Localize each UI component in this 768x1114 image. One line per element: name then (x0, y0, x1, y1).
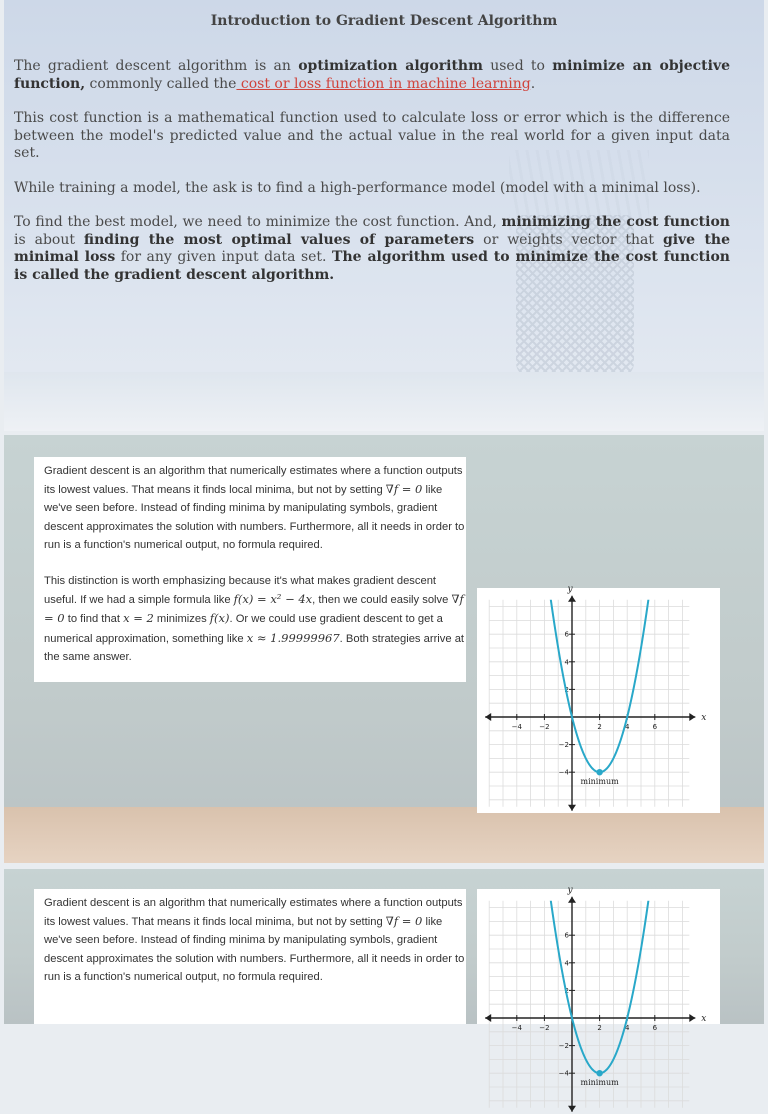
parabola-graph-box-2 (477, 889, 720, 1024)
y-tick-label: −4 (559, 769, 570, 777)
paragraph-training: While training a model, the ask is to find a high-performance model (model with a minimal loss). (14, 180, 730, 198)
x-tick-label: 2 (597, 1024, 601, 1032)
paragraph-numerical-estimate: Gradient descent is an algorithm that numerically estimates where a function outputs its lowest values. That means it finds local minima, but not by setting ∇f = 0 like we've seen before. Instead of finding minima by manipulating symbols, gradient descent approximates the solution with numbers. Furthermore, all it needs in order to run is a function's numerical output, no formula required. (44, 462, 466, 554)
explanation-text-box (34, 457, 466, 682)
paragraph-distinction: This distinction is worth emphasizing because it's what makes gradient descent useful. If we had a simple formula like f(x) = x² − 4x, then we could easily solve ∇f = 0 to find that x = 2 minimizes f(x). Or we could use gradient descent to get a numerical approximation, something like x ≈ 1.99999967. Both strategies arrive at the same answer. (44, 572, 466, 666)
x-axis-label: x (701, 1014, 706, 1024)
y-axis-arrow-top (568, 596, 576, 602)
y-tick-label: 2 (565, 686, 569, 694)
x-axis-arrow-right (689, 713, 695, 721)
x-tick-label: 4 (625, 723, 630, 731)
y-axis-arrow-top (568, 897, 576, 903)
paragraph-cost-function: This cost function is a mathematical function used to calculate loss or error which is the difference between the model's predicted value and the actual value in the real world for a given input data set. (14, 110, 730, 163)
y-tick-label: 2 (565, 987, 569, 995)
slide-intro (4, 0, 764, 431)
y-tick-label: −2 (559, 1042, 569, 1050)
x-axis-label: x (701, 713, 706, 723)
y-tick-label: 6 (565, 631, 570, 639)
y-tick-label: −4 (559, 1070, 570, 1078)
slide-title: Introduction to Gradient Descent Algorithm (4, 13, 764, 29)
y-axis-label: y (566, 585, 573, 595)
slide-body (14, 58, 730, 301)
y-tick-label: 4 (565, 959, 570, 967)
parabola-graph-box (477, 588, 720, 813)
wooden-floor-background (4, 807, 764, 863)
y-tick-label: 4 (565, 658, 570, 666)
x-tick-label: −2 (539, 723, 549, 731)
parabola-chart (477, 588, 720, 813)
y-axis-arrow-bottom (568, 1106, 576, 1112)
parabola-chart-2 (477, 889, 720, 1114)
y-axis-label: y (566, 886, 573, 896)
x-axis-arrow-left (485, 713, 491, 721)
minimum-point (596, 769, 602, 775)
slide-gradient-descent-explanation (4, 435, 764, 863)
x-tick-label: 4 (625, 1024, 630, 1032)
x-axis-arrow-left (485, 1014, 491, 1022)
minimum-annotation-label: minimum (581, 777, 620, 786)
x-tick-label: −4 (512, 1024, 523, 1032)
minimum-point (596, 1070, 602, 1076)
x-axis-arrow-right (689, 1014, 695, 1022)
paragraph-numerical-estimate-2: Gradient descent is an algorithm that numerically estimates where a function outputs its lowest values. That means it finds local minima, but not by setting ∇f = 0 like we've seen before. Instead of finding minima by manipulating symbols, gradient descent approximates the solution with numbers. Furthermore, all it needs in order to run is a function's numerical output, no formula required. (44, 894, 466, 986)
x-tick-label: 2 (597, 723, 601, 731)
paragraph-definition: The gradient descent algorithm is an optimization algorithm used to minimize an objective function, commonly called the cost or loss function in machine learning. (14, 58, 730, 93)
minimum-annotation-label: minimum (581, 1078, 620, 1087)
paragraph-best-model: To find the best model, we need to minimize the cost function. And, minimizing the cost function is about finding the most optimal values of parameters or weights vector that give the minimal loss for any given input data set. The algorithm used to minimize the cost function is called the gradient descent algorithm. (14, 214, 730, 284)
x-tick-label: −4 (512, 723, 523, 731)
x-tick-label: 6 (653, 1024, 658, 1032)
desk-background (4, 372, 764, 431)
y-tick-label: −2 (559, 741, 569, 749)
y-axis-arrow-bottom (568, 805, 576, 811)
cost-function-link[interactable]: cost or loss function in machine learning (236, 76, 530, 92)
explanation-text-box-2 (34, 889, 466, 1024)
x-tick-label: 6 (653, 723, 658, 731)
x-tick-label: −2 (539, 1024, 549, 1032)
slide-gradient-descent-repeat (4, 869, 764, 1024)
y-tick-label: 6 (565, 932, 570, 940)
